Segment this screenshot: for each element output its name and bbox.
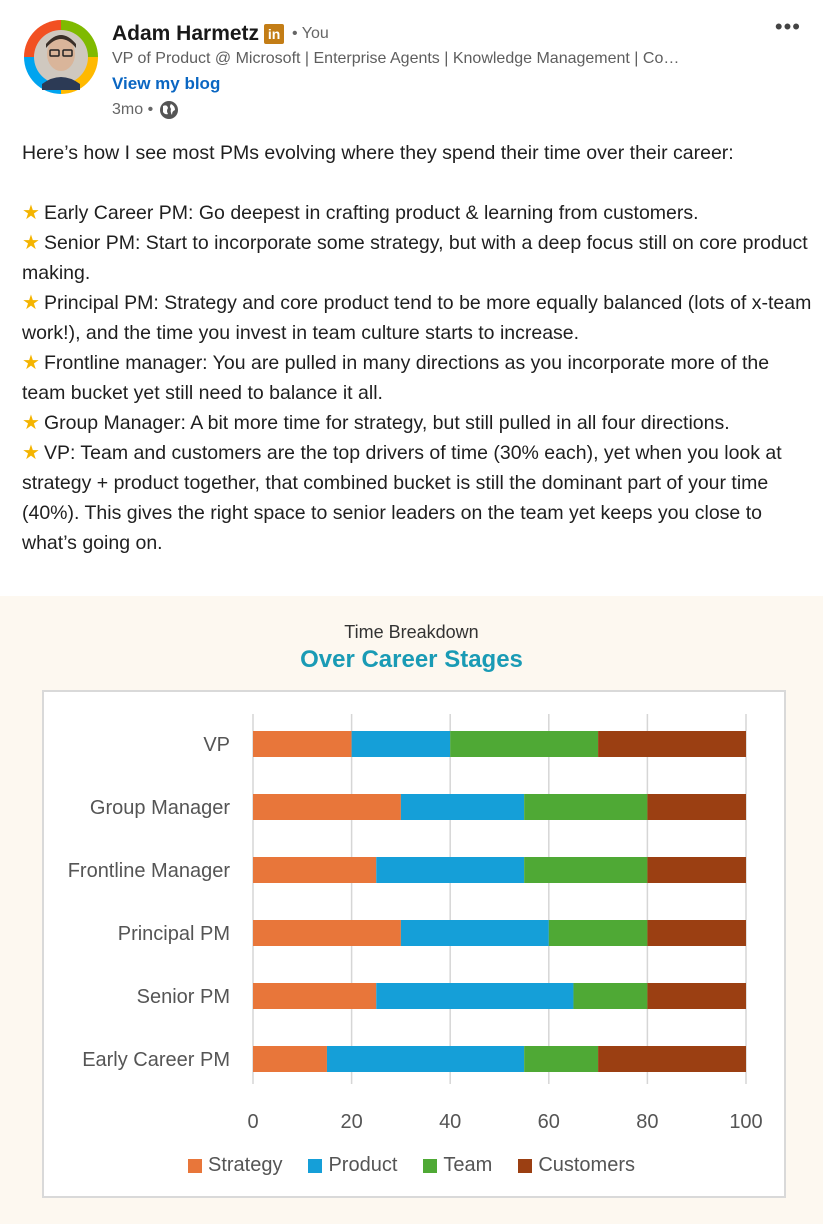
bar-segment-strategy xyxy=(253,731,352,757)
x-tick-label: 20 xyxy=(340,1111,363,1133)
bar-segment-team xyxy=(524,794,647,820)
star-icon: ★ xyxy=(22,202,40,224)
bullet-senior xyxy=(22,228,812,288)
bar-segment-team xyxy=(524,1046,598,1072)
bullet-text: Early Career PM: Go deepest in crafting product & learning from customers. xyxy=(43,202,699,224)
y-tick-label: Senior PM xyxy=(136,986,230,1008)
bar-segment-team xyxy=(524,857,647,883)
x-tick-label: 60 xyxy=(537,1111,560,1133)
more-options-icon[interactable]: ••• xyxy=(774,14,801,39)
bar-segment-product xyxy=(401,794,524,820)
author-name[interactable]: Adam Harmetz xyxy=(112,22,260,45)
legend-swatch xyxy=(188,1159,202,1173)
star-icon: ★ xyxy=(22,442,40,464)
stacked-bar-chart xyxy=(0,596,823,1224)
relation-label: • You xyxy=(292,25,329,42)
globe-icon xyxy=(159,100,179,120)
legend-label: Team xyxy=(443,1154,493,1176)
y-tick-label: Group Manager xyxy=(89,797,230,819)
post-body xyxy=(22,138,812,558)
legend-item xyxy=(308,1154,397,1177)
bar-segment-product xyxy=(376,857,524,883)
bar-segment-customers xyxy=(647,920,746,946)
bar-segment-strategy xyxy=(253,920,401,946)
bar-segment-customers xyxy=(598,731,746,757)
paragraph-spacer xyxy=(22,168,812,198)
x-tick-label: 40 xyxy=(439,1111,462,1133)
bar-segment-team xyxy=(450,731,598,757)
chart-legend xyxy=(0,1154,823,1177)
legend-swatch xyxy=(518,1159,532,1173)
legend-label: Product xyxy=(328,1154,398,1176)
bullet-text: Principal PM: Strategy and core product tend to be more equally balanced (lots of x-team work!), and the time you invest in team culture starts to increase. xyxy=(22,292,812,344)
bar-segment-team xyxy=(549,920,648,946)
bullet-group xyxy=(22,408,812,438)
y-tick-label: Frontline Manager xyxy=(67,860,230,882)
bar-segment-strategy xyxy=(253,794,401,820)
author-headline: VP of Product @ Microsoft | Enterprise Agents | Knowledge Management | Co… xyxy=(112,50,680,67)
bar-segment-strategy xyxy=(253,983,376,1009)
linkedin-premium-icon: in xyxy=(264,24,284,44)
bar-segment-customers xyxy=(598,1046,746,1072)
bullet-text: VP: Team and customers are the top drivers of time (30% each), yet when you look at strategy + product together, that combined bucket is still the dominant part of your time (40%). This gives the right space to senior leaders on the team yet keeps you close to what’s going on. xyxy=(22,442,782,554)
bullet-early-career xyxy=(22,198,812,228)
avatar[interactable] xyxy=(24,20,98,94)
post-header xyxy=(0,0,823,140)
x-tick-label: 100 xyxy=(729,1111,763,1133)
bar-segment-product xyxy=(376,983,573,1009)
bar-segment-customers xyxy=(647,794,746,820)
y-tick-label: Principal PM xyxy=(117,923,230,945)
bar-segment-strategy xyxy=(253,857,376,883)
star-icon: ★ xyxy=(22,232,40,254)
bullet-text: Frontline manager: You are pulled in many directions as you incorporate more of the team bucket yet still need to balance it all. xyxy=(22,352,770,404)
legend-label: Strategy xyxy=(207,1154,283,1176)
legend-item xyxy=(188,1154,282,1177)
legend-item xyxy=(423,1154,492,1177)
star-icon: ★ xyxy=(22,352,40,374)
post-meta xyxy=(112,100,179,120)
post-intro: Here’s how I see most PMs evolving where they spend their time over their career: xyxy=(22,142,734,164)
bullet-principal xyxy=(22,288,812,348)
chart-image[interactable] xyxy=(0,596,823,1224)
x-tick-label: 0 xyxy=(247,1111,259,1133)
star-icon: ★ xyxy=(22,292,40,314)
view-blog-link[interactable]: View my blog xyxy=(112,74,221,93)
legend-item xyxy=(518,1154,635,1177)
legend-swatch xyxy=(308,1159,322,1173)
bullet-frontline xyxy=(22,348,812,408)
bar-segment-product xyxy=(352,731,451,757)
x-tick-label: 80 xyxy=(636,1111,659,1133)
bar-segment-strategy xyxy=(253,1046,327,1072)
bar-segment-product xyxy=(327,1046,524,1072)
bar-segment-customers xyxy=(647,857,746,883)
post-time: 3mo • xyxy=(112,101,154,118)
star-icon: ★ xyxy=(22,412,40,434)
y-tick-label: VP xyxy=(203,734,230,756)
chart-subtitle: Over Career Stages xyxy=(300,646,523,673)
bar-segment-product xyxy=(401,920,549,946)
bullet-text: Group Manager: A bit more time for strategy, but still pulled in all four directions. xyxy=(43,412,730,434)
author-name-row xyxy=(112,22,329,46)
y-tick-label: Early Career PM xyxy=(82,1049,230,1071)
bullet-vp xyxy=(22,438,812,558)
legend-swatch xyxy=(423,1159,437,1173)
legend-label: Customers xyxy=(538,1154,636,1176)
bar-segment-customers xyxy=(647,983,746,1009)
bullet-text: Senior PM: Start to incorporate some strategy, but with a deep focus still on core product making. xyxy=(22,232,808,284)
bar-segment-team xyxy=(573,983,647,1009)
chart-title: Time Breakdown xyxy=(344,622,479,642)
